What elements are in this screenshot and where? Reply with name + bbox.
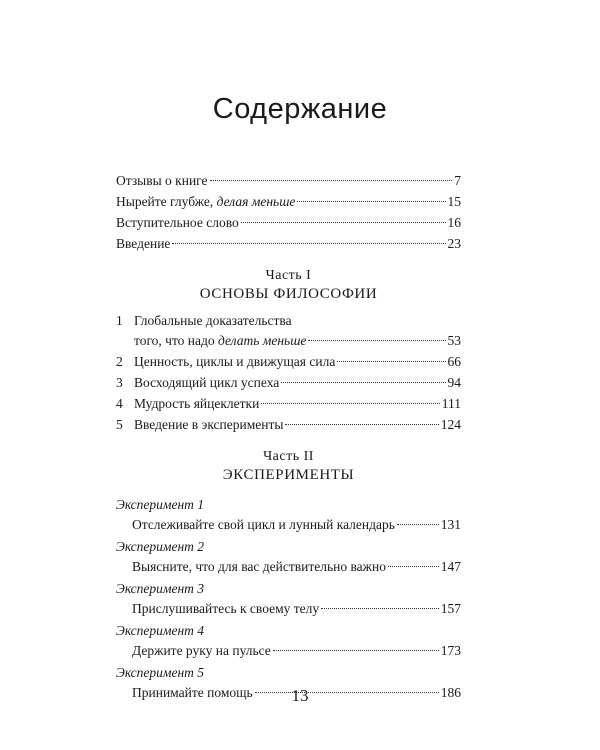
dot-leader <box>261 403 439 404</box>
dot-leader <box>337 361 445 362</box>
toc-entry-page: 173 <box>440 643 461 658</box>
dot-leader <box>397 524 439 525</box>
toc-chapter-5[interactable] <box>116 414 461 435</box>
toc-entry-title: Выясните, что для вас действительно важно <box>132 559 386 574</box>
toc-entry-page: 16 <box>447 215 461 230</box>
toc-entry-page: 94 <box>447 375 461 390</box>
toc-entry-title: Глобальные доказательства <box>134 313 292 328</box>
toc-entry-page: 131 <box>440 517 461 532</box>
toc-entry-page: 23 <box>447 236 461 251</box>
toc-chapter-1-line1 <box>116 312 461 330</box>
toc-entry-page: 157 <box>440 601 461 616</box>
experiment-label: Эксперимент 1 <box>116 497 205 512</box>
part-name: ЭКСПЕРИМЕНТЫ <box>222 467 355 483</box>
toc-entry-title: Введение <box>116 236 171 251</box>
toc-chapter-2[interactable] <box>116 351 461 372</box>
dot-leader <box>241 222 446 223</box>
part-name: ОСНОВЫ ФИЛОСОФИИ <box>199 286 378 302</box>
dot-leader <box>297 201 445 202</box>
chapter-number: 1 <box>116 313 123 328</box>
chapter-number: 4 <box>116 396 123 411</box>
dot-leader <box>210 180 453 181</box>
chapter-number: 2 <box>116 354 123 369</box>
toc-experiment-1[interactable] <box>116 495 461 535</box>
experiment-entry <box>116 556 461 577</box>
toc-entry-page: 66 <box>447 354 461 369</box>
dot-leader <box>281 382 445 383</box>
toc-entry-title: Введение в эксперименты <box>134 417 284 432</box>
experiment-entry <box>116 640 461 661</box>
toc-entry-dive-deeper[interactable] <box>116 191 461 212</box>
dot-leader <box>172 243 445 244</box>
toc-entry-page: 53 <box>447 333 461 348</box>
toc-entry-introduction[interactable] <box>116 233 461 254</box>
toc-entry-page: 147 <box>440 559 461 574</box>
chapter-number: 3 <box>116 375 123 390</box>
toc-entry-title: Вступительное слово <box>116 215 239 230</box>
toc-chapter-3[interactable] <box>116 372 461 393</box>
toc-experiment-2[interactable] <box>116 537 461 577</box>
toc-entry-title: Нырейте глубже, делая меньше <box>116 194 296 209</box>
toc-chapter-1-line2 <box>116 330 461 351</box>
page-number: 13 <box>291 686 309 705</box>
toc-entry-reviews[interactable] <box>116 170 461 191</box>
toc-entry-page: 111 <box>441 396 461 411</box>
toc-experiment-4[interactable] <box>116 621 461 661</box>
toc-entry-title: Принимайте помощь <box>132 685 253 700</box>
toc-entry-title: Ценность, циклы и движущая сила <box>134 354 336 369</box>
table-of-contents <box>116 170 461 703</box>
experiment-label: Эксперимент 2 <box>116 539 205 554</box>
dot-leader <box>308 340 445 341</box>
toc-entry-foreword[interactable] <box>116 212 461 233</box>
dot-leader <box>273 650 439 651</box>
toc-entry-page: 186 <box>440 685 461 700</box>
toc-chapter-1[interactable] <box>116 312 461 351</box>
experiment-entry <box>116 598 461 619</box>
part-label: Часть II <box>263 449 314 464</box>
toc-entry-title: Восходящий цикл успеха <box>134 375 280 390</box>
toc-chapter-4[interactable] <box>116 393 461 414</box>
page-title: Содержание <box>212 93 388 125</box>
experiment-entry <box>116 514 461 535</box>
dot-leader <box>388 566 439 567</box>
toc-entry-title: Отслеживайте свой цикл и лунный календарь <box>132 517 395 532</box>
chapter-number: 5 <box>116 417 123 432</box>
experiment-label: Эксперимент 3 <box>116 581 205 596</box>
dot-leader <box>321 608 439 609</box>
toc-entry-title: Держите руку на пульсе <box>132 643 271 658</box>
toc-experiment-3[interactable] <box>116 579 461 619</box>
experiment-label: Эксперимент 5 <box>116 665 205 680</box>
experiment-label: Эксперимент 4 <box>116 623 205 638</box>
part-2-heading <box>116 447 461 485</box>
toc-entry-page: 7 <box>454 173 461 188</box>
toc-entry-title: того, что надо делать меньше <box>134 333 307 348</box>
part-label: Часть I <box>265 268 312 283</box>
part-1-heading <box>116 266 461 304</box>
toc-entry-page: 124 <box>440 417 461 432</box>
toc-entry-title: Мудрость яйцеклетки <box>134 396 260 411</box>
dot-leader <box>285 424 438 425</box>
toc-entry-page: 15 <box>447 194 461 209</box>
toc-entry-title: Отзывы о книге <box>116 173 208 188</box>
toc-entry-title: Прислушивайтесь к своему телу <box>132 601 320 616</box>
